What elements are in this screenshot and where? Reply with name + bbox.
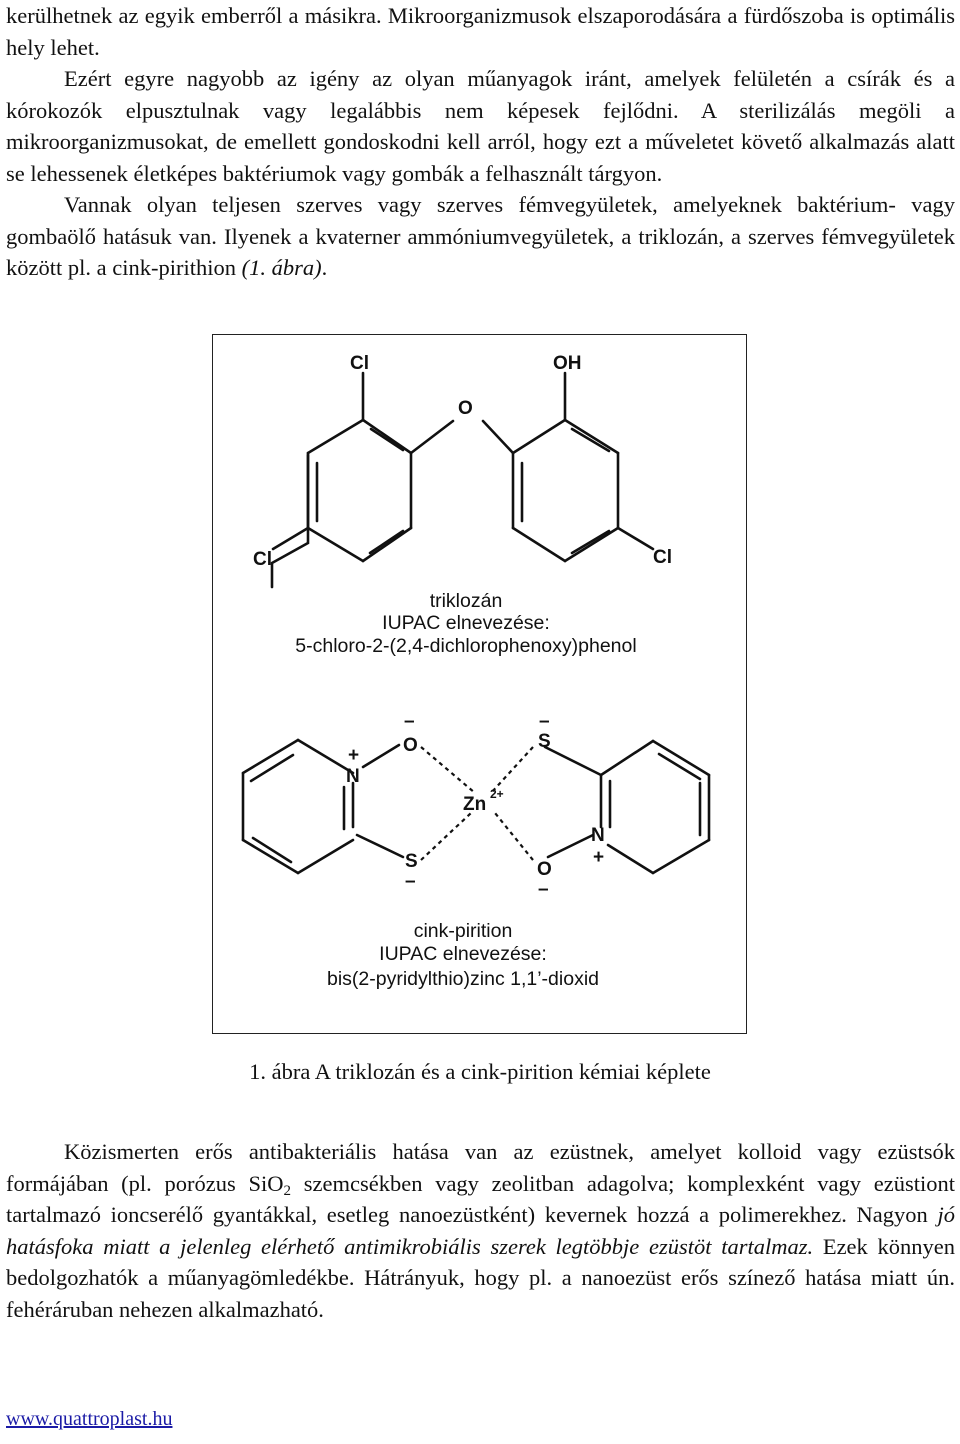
minus-charge-o-right: – <box>538 879 549 900</box>
atom-n-left: N <box>346 766 360 787</box>
subscript-2: 2 <box>283 1182 292 1199</box>
bond <box>565 420 618 453</box>
paragraph-3 <box>6 189 955 284</box>
closing-text-3: Ezek könnyen bedolgozhatók a műanyagömledékbe. Hátrányuk, hogy pl. a nanoezüst erős színező hatása miatt ún. fehéráruban nehezen alkalmazható. <box>6 1233 955 1322</box>
double-bond <box>572 429 609 451</box>
plus-charge-right: + <box>593 847 605 868</box>
paragraph-3-text: Vannak olyan teljesen szerves vagy szerves fémvegyületek, amelyeknek baktérium- vagy gombaölő hatásuk van. Ilyenek a kvaterner ammóniumvegyületek, a triklozán, a szerves fémvegyületek között pl. a cink-pirithion <box>6 192 955 280</box>
bond <box>363 528 411 561</box>
atom-s-left: S <box>405 851 418 872</box>
intro-paragraphs <box>6 0 955 284</box>
atom-cl-right: Cl <box>653 547 672 568</box>
minus-charge-o-left: – <box>404 711 415 732</box>
closing-text-1: Közismerten erős antibakteriális hatása van az ezüstnek, amelyet kolloid vagy ezüstsók formájában (pl. porózus SiO <box>6 1139 955 1196</box>
atom-oh: OH <box>553 353 582 374</box>
bond <box>272 453 308 587</box>
double-bond <box>572 531 609 553</box>
zinc-pyrithione-iupac-name: bis(2-pyridylthio)zinc 1,1’-dioxid <box>326 968 600 990</box>
atom-cl-left: Cl <box>253 549 272 570</box>
bond <box>298 740 353 773</box>
paragraph-3-end: . <box>321 255 328 280</box>
atom-zn: Zn <box>463 794 487 815</box>
bond <box>601 741 653 775</box>
atom-n-right: N <box>591 825 605 846</box>
figure-reference: (1. ábra) <box>241 255 322 280</box>
minus-charge-s-right: – <box>539 711 550 732</box>
triclosan-iupac-name: 5-chloro-2-(2,4-dichlorophenoxy)phenol <box>295 635 637 657</box>
footer-link[interactable]: www.quattroplast.hu <box>6 1408 173 1430</box>
paragraph-2 <box>6 63 955 189</box>
bond <box>513 420 565 453</box>
plus-charge-left: + <box>348 745 360 766</box>
bond <box>308 528 363 561</box>
closing-italic-text: jó hatásfoka miatt a jelenleg elérhető antimikrobiális szerek legtöbbje ezüstöt tartalmaz. <box>6 1202 955 1259</box>
bond <box>243 840 298 873</box>
triclosan-iupac-label: IUPAC elnevezése: <box>382 612 550 634</box>
bond <box>308 420 363 453</box>
bond <box>298 840 353 873</box>
bond <box>565 528 618 561</box>
bond <box>653 741 709 775</box>
bond <box>357 835 403 857</box>
paragraph-1: kerülhetnek az egyik emberről a másikra. Mikroorganizmusok elszaporodására a fürdőszoba is optimális hely lehet. <box>6 3 955 60</box>
bond <box>545 747 601 775</box>
double-bond <box>251 755 293 781</box>
atom-o-bridge: O <box>458 398 473 419</box>
bond <box>411 421 453 453</box>
coordination-bond <box>495 813 533 860</box>
zn-charge: 2+ <box>490 787 504 801</box>
atom-o-right: O <box>537 859 552 880</box>
closing-text-2: szemcsékben vagy zeolitban adagolva; komplexként vagy ezüstiont tartalmazó ioncserélő gyantákkal, esetleg nanoezüstként) kevernek hozzá a polimerekhez. Nagyon <box>6 1170 955 1227</box>
chemical-structures-figure <box>212 334 747 1034</box>
zinc-pyrithione-name: cink-pirition <box>413 920 513 942</box>
bond <box>618 528 653 549</box>
minus-charge-s-left: – <box>405 871 416 892</box>
bond <box>363 745 399 767</box>
paragraph-2-text: Ezért egyre nagyobb az igény az olyan műanyagok iránt, amelyek felületén a csírák és a kórokozók elpusztulnak vagy legalábbis nem képesek fejlődni. A sterilizálás megöli a mikroorganizmusokat, de emellett gondoskodni kell arról, hogy ezt a műveletet követő alkalmazás alatt se lehessenek életképes baktériumok vagy gombák a felhasznált tárgyon. <box>6 66 955 186</box>
bond <box>513 528 565 561</box>
double-bond <box>370 531 403 553</box>
triclosan-structure <box>253 353 672 657</box>
bond <box>363 420 411 453</box>
coordination-bond <box>421 747 475 793</box>
coordination-bond <box>421 813 471 860</box>
structures-svg <box>213 335 748 1035</box>
zinc-pyrithione-structure <box>243 711 709 990</box>
atom-cl-top: Cl <box>350 353 369 374</box>
figure-caption: 1. ábra A triklozán és a cink-pirition kémiai képlete <box>249 1059 711 1084</box>
atom-o-left: O <box>403 735 418 756</box>
atom-s-right: S <box>538 731 551 752</box>
zinc-pyrithione-iupac-label: IUPAC elnevezése: <box>379 943 547 965</box>
closing-paragraph <box>6 1136 955 1325</box>
bond <box>483 421 513 453</box>
bond <box>608 845 653 873</box>
triclosan-name: triklozán <box>429 590 503 612</box>
bond <box>653 840 709 873</box>
bond <box>548 835 593 857</box>
double-bond <box>371 429 403 450</box>
